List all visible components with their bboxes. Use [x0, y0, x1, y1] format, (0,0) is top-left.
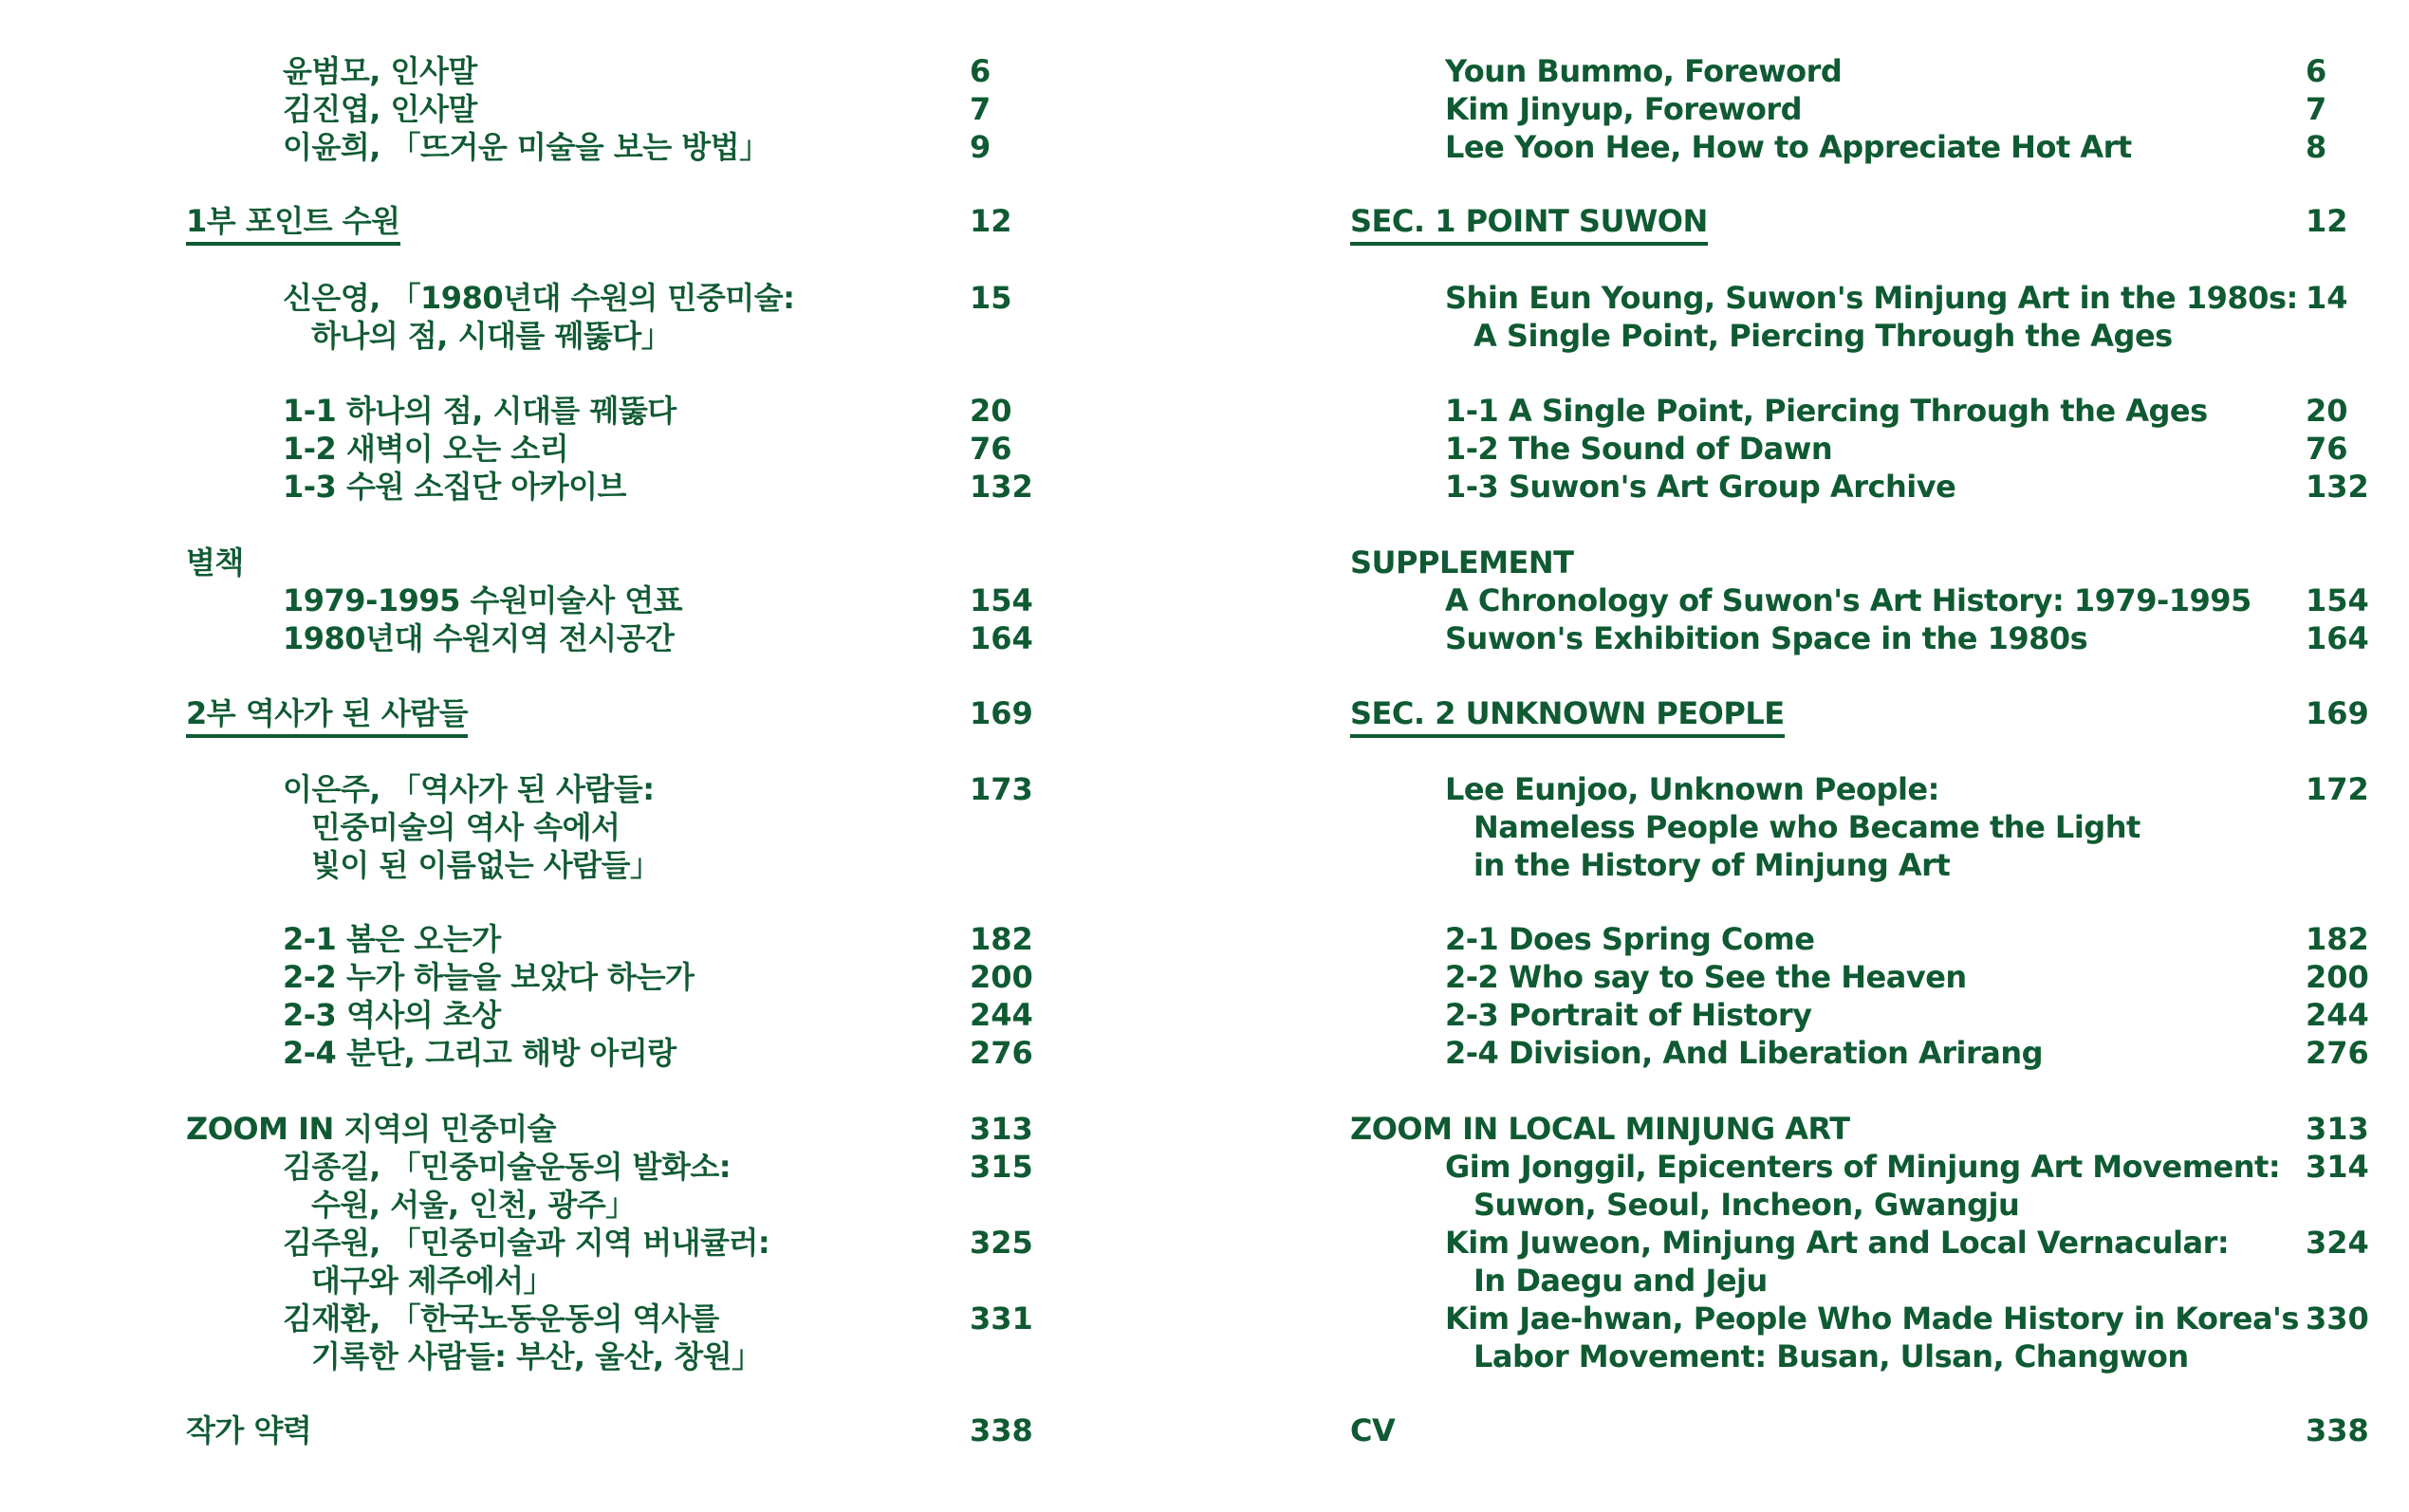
toc-entry-title[interactable]: 김재환, 「한국노동운동의 역사를: [283, 1300, 719, 1337]
section-heading[interactable]: 1부 포인트 수원: [186, 202, 400, 246]
toc-entry-title[interactable]: A Chronology of Suwon's Art History: 1979-1995: [1445, 582, 2251, 618]
toc-entry-title[interactable]: 1-3 Suwon's Art Group Archive: [1445, 469, 1956, 505]
toc-entry-page: 7: [2306, 91, 2327, 127]
toc-entry-title[interactable]: 2-2 누가 하늘을 보았다 하는가: [283, 959, 695, 995]
toc-entry-page: 6: [970, 53, 991, 89]
section-heading[interactable]: 작가 약력: [186, 1412, 312, 1448]
toc-entry-title[interactable]: Kim Jinyup, Foreword: [1445, 91, 1803, 127]
toc-entry-page: 154: [970, 582, 1033, 618]
toc-entry-page: 8: [2306, 129, 2327, 165]
toc-entry-title[interactable]: 이윤희, 「뜨거운 미술을 보는 방법」: [283, 129, 769, 165]
toc-entry-page: 164: [970, 620, 1033, 656]
toc-entry-page: 169: [970, 695, 1033, 731]
section-heading[interactable]: 별책: [186, 544, 244, 581]
toc-entry-page: 331: [970, 1300, 1033, 1337]
toc-entry-title[interactable]: 김종길, 「민중미술운동의 발화소:: [283, 1149, 732, 1185]
toc-entry-subtitle[interactable]: In Daegu and Jeju: [1473, 1263, 1768, 1299]
toc-entry-title[interactable]: 2-1 Does Spring Come: [1445, 921, 1815, 957]
toc-entry-page: 200: [2306, 959, 2369, 995]
toc-entry-title[interactable]: Gim Jonggil, Epicenters of Minjung Art Movement:: [1445, 1149, 2281, 1185]
toc-entry-subtitle[interactable]: 하나의 점, 시대를 꿰뚫다」: [311, 318, 672, 354]
toc-entry-page: 7: [970, 91, 991, 127]
toc-entry-title[interactable]: Kim Jae-hwan, People Who Made History in Korea's: [1445, 1300, 2299, 1337]
toc-entry-title[interactable]: 1-1 A Single Point, Piercing Through the Ages: [1445, 393, 2208, 429]
toc-entry-title[interactable]: 이은주, 「역사가 된 사람들:: [283, 771, 655, 807]
toc-entry-subtitle[interactable]: 대구와 제주에서」: [311, 1263, 554, 1299]
toc-entry-page: 244: [970, 997, 1033, 1033]
toc-entry-title[interactable]: Shin Eun Young, Suwon's Minjung Art in the 1980s:: [1445, 280, 2298, 316]
toc-korean: [0, 0, 1186, 1512]
toc-entry-page: 313: [2306, 1111, 2369, 1147]
toc-entry-page: 314: [2306, 1149, 2369, 1185]
section-heading[interactable]: SEC. 1 POINT SUWON: [1350, 202, 1708, 246]
toc-entry-page: 12: [2306, 203, 2348, 239]
toc-entry-title[interactable]: 김진엽, 인사말: [283, 91, 477, 127]
toc-entry-title[interactable]: 1-2 새벽이 오는 소리: [283, 431, 569, 467]
toc-entry-title[interactable]: 신은영, 「1980년대 수원의 민중미술:: [283, 280, 795, 316]
toc-entry-page: 132: [2306, 469, 2369, 505]
toc-entry-page: 20: [970, 393, 1012, 429]
toc-entry-title[interactable]: 2-3 역사의 초상: [283, 997, 501, 1033]
toc-entry-page: 338: [2306, 1412, 2369, 1448]
toc-entry-page: 14: [2306, 280, 2348, 316]
toc-entry-subtitle[interactable]: 빛이 된 이름없는 사람들」: [311, 847, 660, 883]
toc-entry-page: 173: [970, 771, 1033, 807]
toc-entry-subtitle[interactable]: Suwon, Seoul, Incheon, Gwangju: [1473, 1187, 2020, 1223]
toc-entry-page: 338: [970, 1412, 1033, 1448]
toc-entry-page: 6: [2306, 53, 2327, 89]
toc-entry-subtitle[interactable]: in the History of Minjung Art: [1473, 847, 1951, 883]
toc-english: [1186, 0, 2372, 1512]
toc-entry-title[interactable]: 1979-1995 수원미술사 연표: [283, 582, 683, 618]
toc-entry-title[interactable]: 2-3 Portrait of History: [1445, 997, 1812, 1033]
toc-entry-title[interactable]: Youn Bummo, Foreword: [1445, 53, 1843, 89]
toc-entry-subtitle[interactable]: A Single Point, Piercing Through the Ages: [1473, 318, 2173, 354]
section-heading[interactable]: ZOOM IN LOCAL MINJUNG ART: [1350, 1111, 1850, 1147]
toc-entry-page: 325: [970, 1225, 1033, 1261]
toc-entry-title[interactable]: 김주원, 「민중미술과 지역 버내큘러:: [283, 1225, 770, 1261]
toc-entry-subtitle[interactable]: Nameless People who Became the Light: [1473, 809, 2140, 845]
toc-entry-title[interactable]: Kim Juweon, Minjung Art and Local Vernacular:: [1445, 1225, 2230, 1261]
section-heading[interactable]: SEC. 2 UNKNOWN PEOPLE: [1350, 694, 1785, 738]
toc-entry-page: 15: [970, 280, 1012, 316]
toc-entry-page: 154: [2306, 582, 2369, 618]
toc-entry-title[interactable]: 1-2 The Sound of Dawn: [1445, 431, 1833, 467]
toc-entry-title[interactable]: 2-2 Who say to See the Heaven: [1445, 959, 1967, 995]
toc-entry-page: 132: [970, 469, 1033, 505]
toc-entry-page: 276: [970, 1035, 1033, 1071]
toc-entry-title[interactable]: 2-4 분단, 그리고 해방 아리랑: [283, 1035, 676, 1071]
toc-entry-page: 20: [2306, 393, 2348, 429]
toc-entry-title[interactable]: 윤범모, 인사말: [283, 53, 477, 89]
toc-entry-page: 182: [970, 921, 1033, 957]
section-heading[interactable]: CV: [1350, 1412, 1396, 1448]
toc-entry-page: 313: [970, 1111, 1033, 1147]
toc-entry-page: 244: [2306, 997, 2369, 1033]
toc-entry-page: 76: [2306, 431, 2348, 467]
toc-entry-title[interactable]: 1-3 수원 소집단 아카이브: [283, 469, 626, 505]
toc-entry-page: 9: [970, 129, 991, 165]
toc-entry-page: 76: [970, 431, 1012, 467]
toc-entry-page: 330: [2306, 1300, 2369, 1337]
toc-entry-subtitle[interactable]: 민중미술의 역사 속에서: [311, 809, 621, 845]
toc-entry-title[interactable]: Suwon's Exhibition Space in the 1980s: [1445, 620, 2088, 656]
toc-entry-page: 200: [970, 959, 1033, 995]
toc-entry-page: 172: [2306, 771, 2369, 807]
toc-entry-title[interactable]: 1980년대 수원지역 전시공간: [283, 620, 675, 656]
toc-entry-subtitle[interactable]: 기록한 사람들: 부산, 울산, 창원」: [311, 1338, 762, 1374]
toc-entry-page: 182: [2306, 921, 2369, 957]
toc-entry-page: 324: [2306, 1225, 2369, 1261]
toc-entry-title[interactable]: 2-1 봄은 오는가: [283, 921, 501, 957]
toc-entry-title[interactable]: 1-1 하나의 점, 시대를 꿰뚫다: [283, 393, 676, 429]
section-heading[interactable]: SUPPLEMENT: [1350, 544, 1574, 581]
toc-entry-subtitle[interactable]: 수원, 서울, 인천, 광주」: [311, 1187, 636, 1223]
toc-entry-page: 315: [970, 1149, 1033, 1185]
toc-entry-page: 164: [2306, 620, 2369, 656]
toc-entry-subtitle[interactable]: Labor Movement: Busan, Ulsan, Changwon: [1473, 1338, 2189, 1374]
section-heading[interactable]: ZOOM IN 지역의 민중미술: [186, 1111, 556, 1147]
toc-entry-page: 276: [2306, 1035, 2369, 1071]
toc-entry-title[interactable]: 2-4 Division, And Liberation Arirang: [1445, 1035, 2044, 1071]
section-heading[interactable]: 2부 역사가 된 사람들: [186, 694, 468, 738]
toc-entry-title[interactable]: Lee Yoon Hee, How to Appreciate Hot Art: [1445, 129, 2132, 165]
toc-entry-title[interactable]: Lee Eunjoo, Unknown People:: [1445, 771, 1939, 807]
toc-entry-page: 12: [970, 203, 1012, 239]
toc-entry-page: 169: [2306, 695, 2369, 731]
